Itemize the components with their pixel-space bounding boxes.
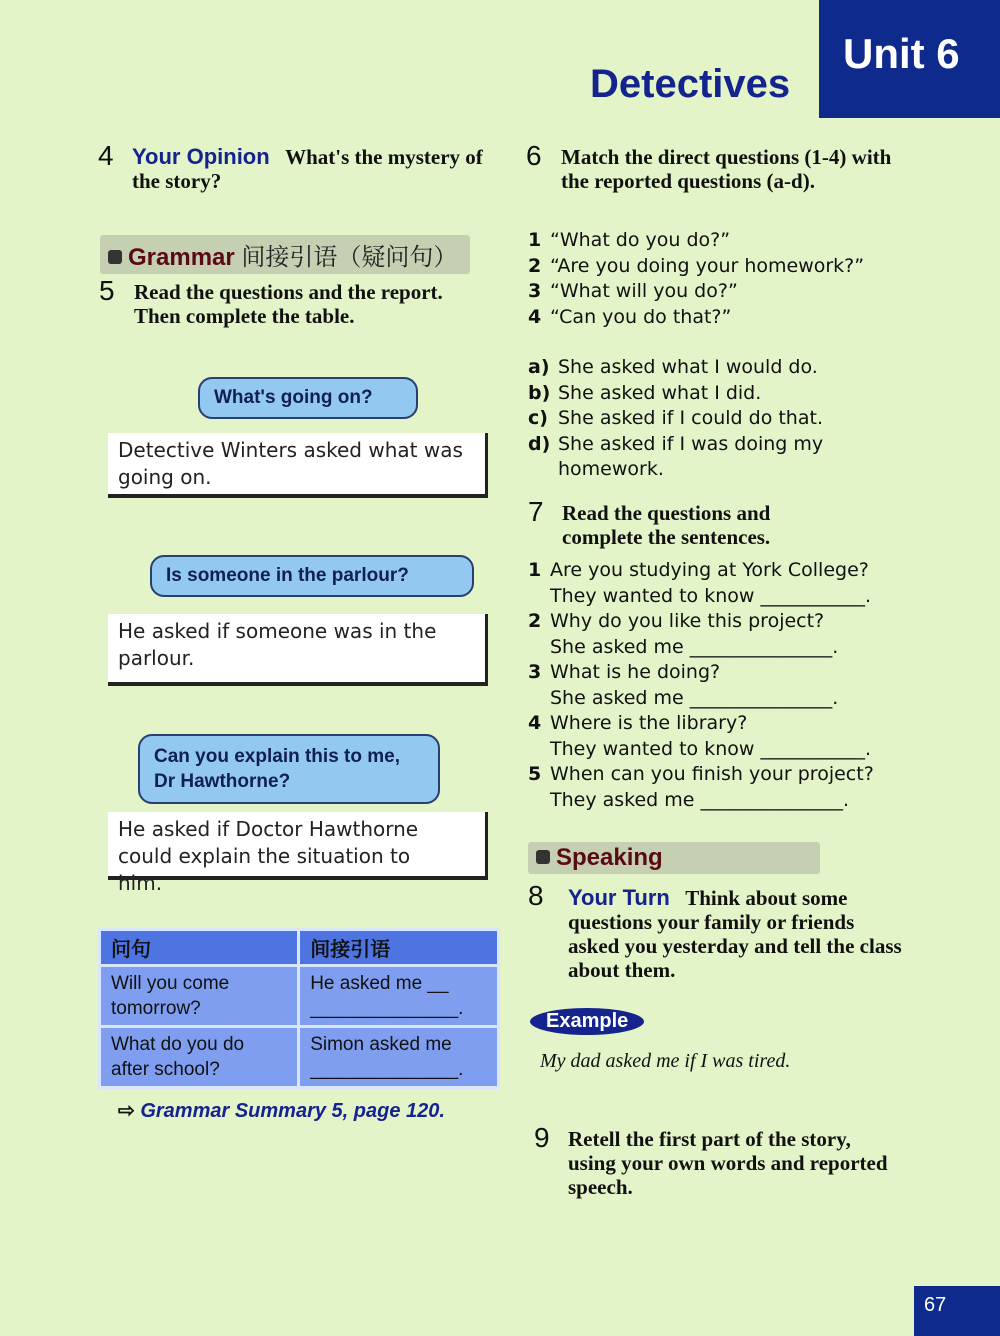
list-item: b) She asked what I did. xyxy=(528,381,762,404)
table-row xyxy=(100,966,499,1027)
exercise-text: Retell the first part of the story, using your own words and reported speech. xyxy=(568,1127,888,1199)
exercise-label: Your Turn xyxy=(568,885,670,910)
section-label: Speaking xyxy=(556,844,663,871)
question-list xyxy=(528,228,908,330)
section-topic: 间接引语（疑问句） xyxy=(241,244,458,271)
table-row xyxy=(100,1027,499,1088)
answer-list xyxy=(528,355,848,483)
exercise-4 xyxy=(132,145,502,193)
report-note: Detective Winters asked what was going on. xyxy=(108,433,488,498)
exercise-number: 9 xyxy=(534,1122,550,1153)
section-label: Grammar xyxy=(128,244,235,271)
list-item: 3 What is he doing? She asked me _______________. xyxy=(528,661,839,709)
grammar-section-header xyxy=(100,235,470,274)
grammar-summary-link[interactable] xyxy=(118,1098,445,1123)
table-cell: What do you do after school? xyxy=(100,1027,299,1088)
table-header: 问句 xyxy=(100,930,299,966)
example-badge: Example xyxy=(530,1008,644,1035)
list-item: 4 Where is the library? They wanted to know ___________. xyxy=(528,712,871,760)
speech-bubble: Is someone in the parlour? xyxy=(150,555,474,597)
unit-label: Unit 6 xyxy=(819,0,1000,118)
exercise-number: 6 xyxy=(526,140,542,171)
exercise-text: Read the questions and complete the sentences. xyxy=(562,501,771,549)
list-item: 1 Are you studying at York College? They wanted to know ___________. xyxy=(528,559,871,607)
speaking-section-header xyxy=(528,842,820,874)
list-item: 1 “What do you do?” xyxy=(528,229,731,251)
exercise-8 xyxy=(562,886,902,982)
list-item: 4 “Can you do that?” xyxy=(528,305,732,328)
list-item: 2 “Are you doing your homework?” xyxy=(528,254,865,277)
exercise-number: 8 xyxy=(528,880,544,911)
report-note: He asked if someone was in the parlour. xyxy=(108,614,488,686)
summary-text: Grammar Summary 5, page 120. xyxy=(140,1100,445,1122)
list-item: a) She asked what I would do. xyxy=(528,356,818,378)
exercise-number: 7 xyxy=(528,496,544,527)
list-item: d) She asked if I was doing my homework. xyxy=(528,432,824,480)
list-item: 3 “What will you do?” xyxy=(528,280,738,302)
exercise-text: Think about some questions your family or friends asked you yesterday and tell the class about them. xyxy=(568,886,902,982)
exercise-text: Read the questions and the report. Then complete the table. xyxy=(134,280,443,328)
table-cell: He asked me __ ______________. xyxy=(299,966,499,1027)
list-item: c) She asked if I could do that. xyxy=(528,407,823,429)
speech-bubble: What's going on? xyxy=(198,377,418,419)
table-cell: Will you come tomorrow? xyxy=(100,966,299,1027)
sentence-list xyxy=(528,558,908,813)
table-cell: Simon asked me ______________. xyxy=(299,1027,499,1088)
page-title: Detectives xyxy=(590,62,791,106)
example-text: My dad asked me if I was tired. xyxy=(540,1050,791,1072)
report-note: He asked if Doctor Hawthorne could explain the situation to him. xyxy=(108,812,488,880)
arrow-right-icon: ⇨ xyxy=(118,1100,141,1122)
page-number: 67 xyxy=(914,1286,1000,1336)
list-item: 5 When can you finish your project? They asked me _______________. xyxy=(528,763,874,811)
table-header: 间接引语 xyxy=(299,930,499,966)
exercise-number: 5 xyxy=(99,275,115,306)
play-icon xyxy=(108,250,122,264)
exercise-text: What's the mystery of the story? xyxy=(132,145,483,193)
exercise-text: Match the direct questions (1-4) with the reported questions (a-d). xyxy=(561,145,892,193)
exercise-label: Your Opinion xyxy=(132,144,270,169)
play-icon xyxy=(536,850,550,864)
grammar-table xyxy=(98,928,500,1089)
exercise-number: 4 xyxy=(98,140,114,171)
speech-bubble: Can you explain this to me, Dr Hawthorne? xyxy=(138,734,440,804)
list-item: 2 Why do you like this project? She asked me _______________. xyxy=(528,610,839,658)
